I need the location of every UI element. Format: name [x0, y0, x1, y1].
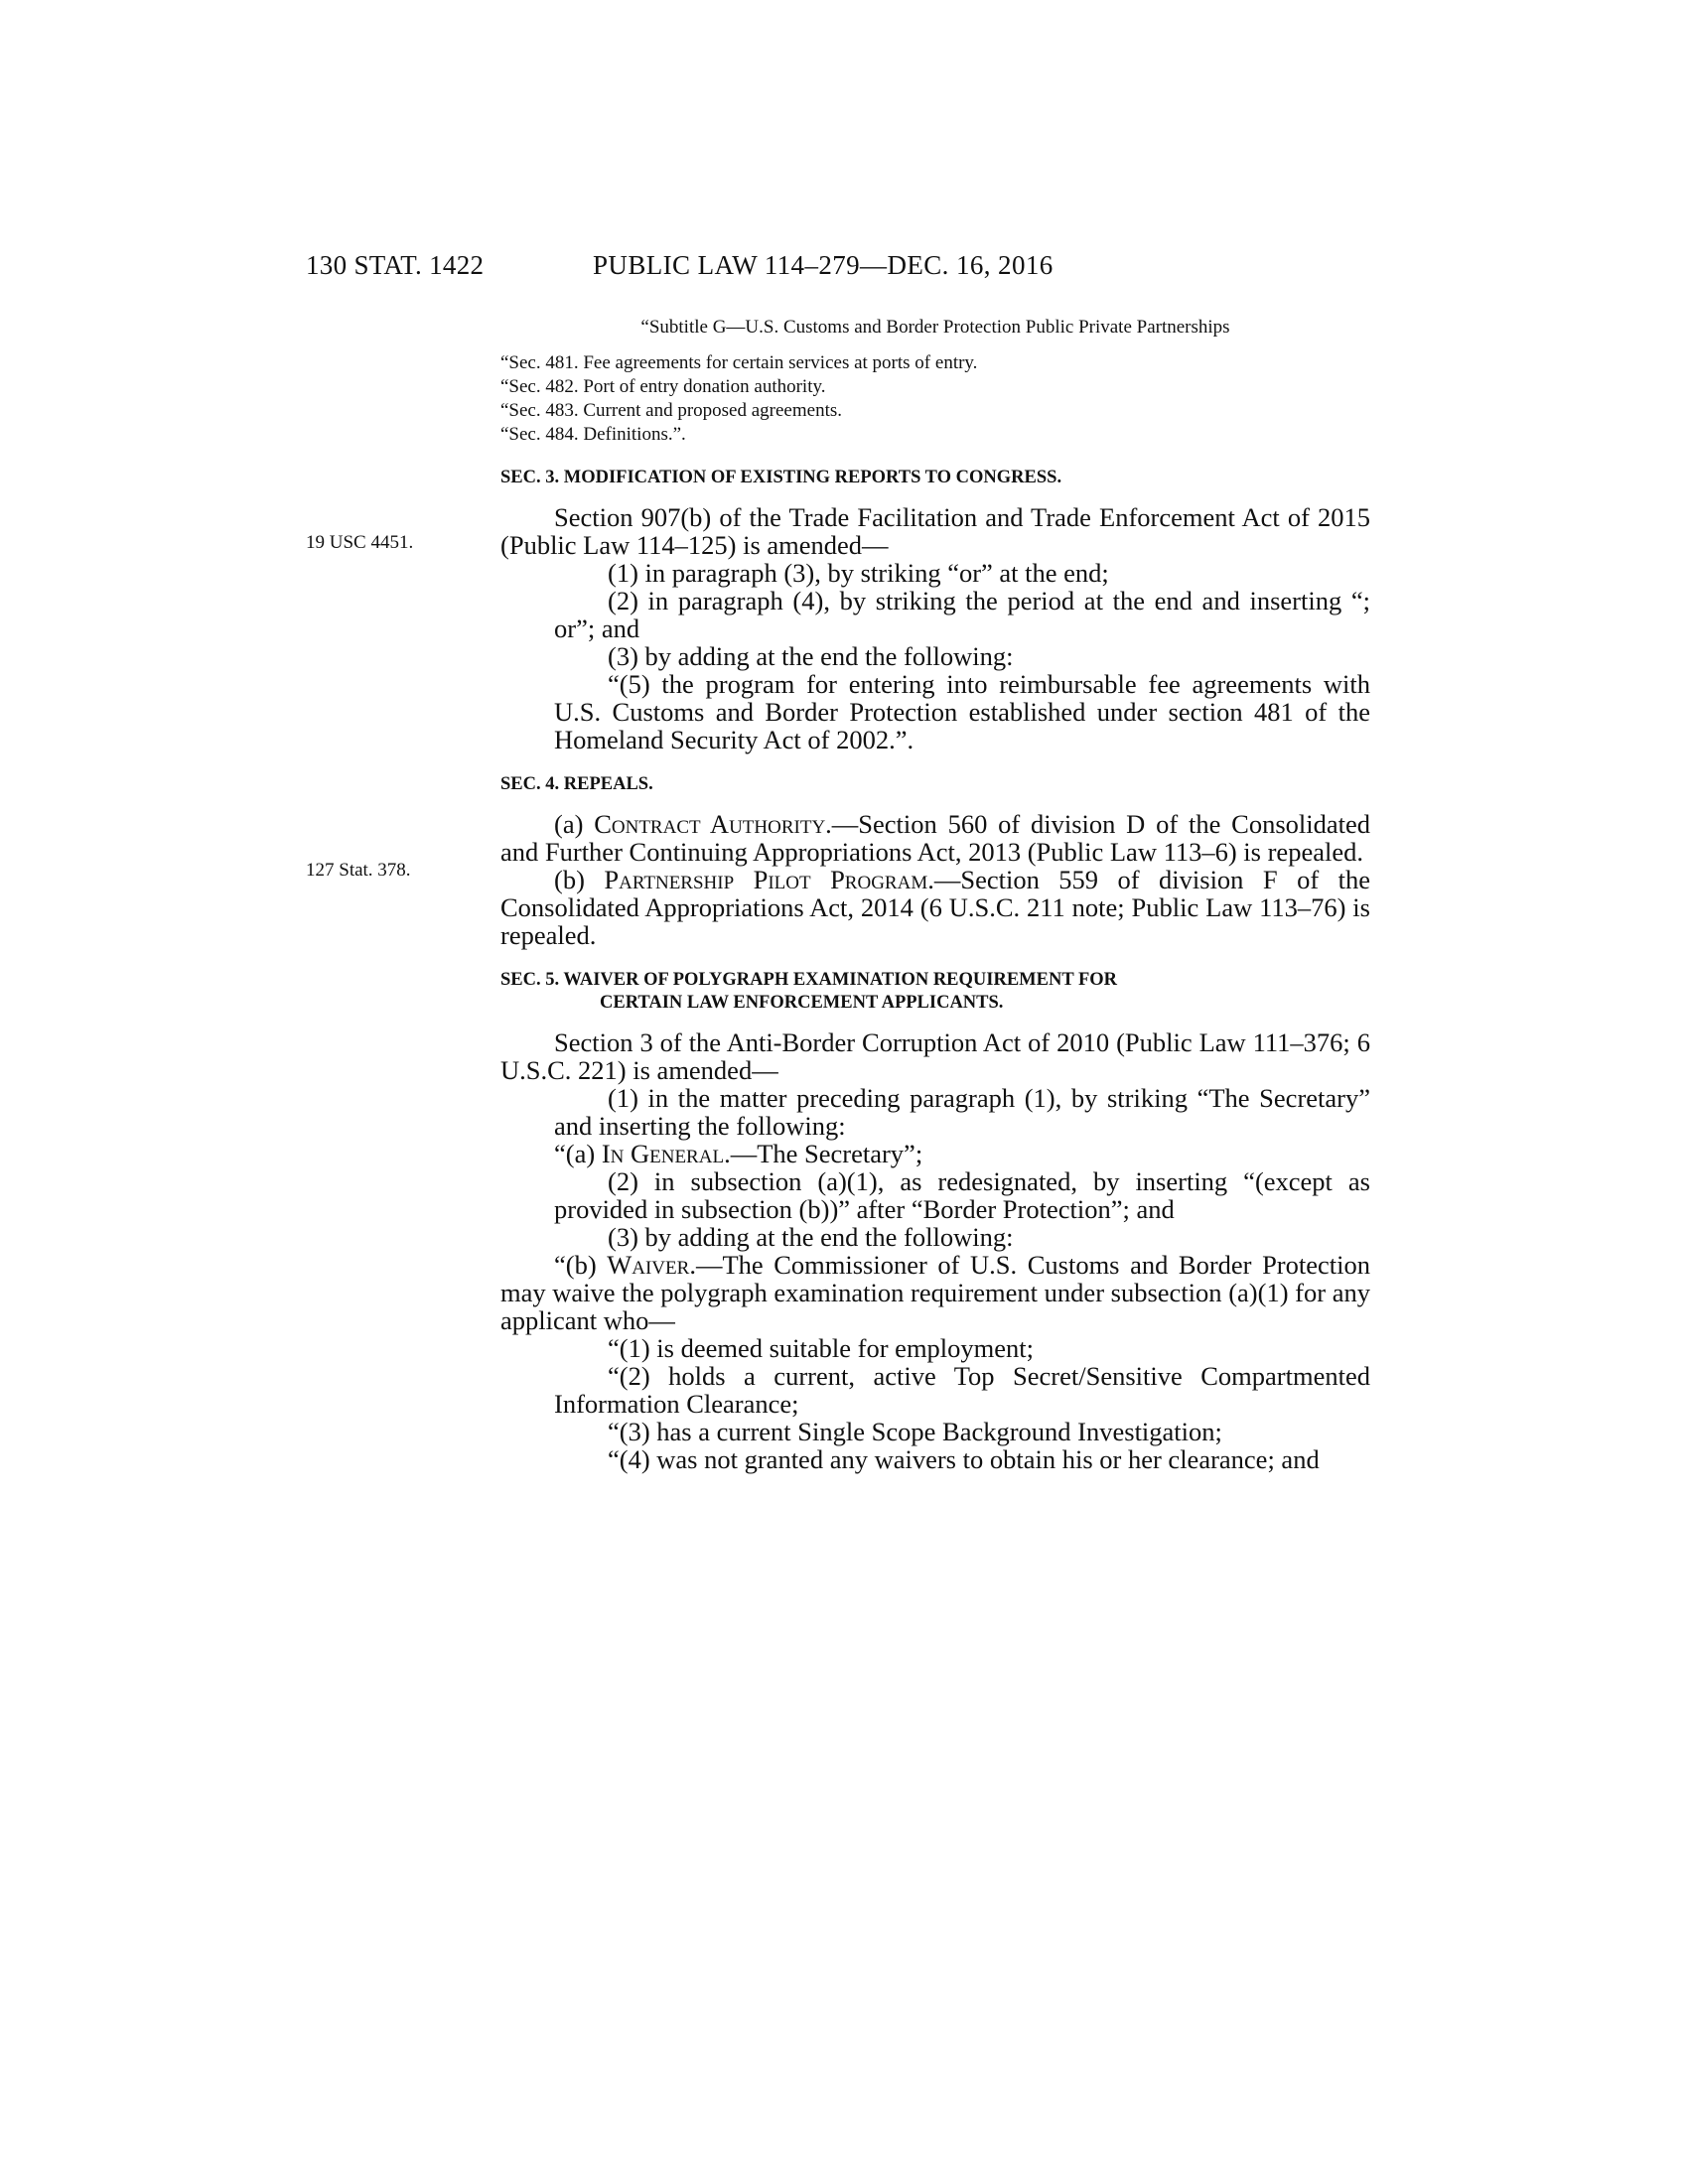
- section-paragraph: (b) Partnership Pilot Program.—Section 559 of division F of the Consolidated Appropriations Act, 2014 (6 U.S.C. 211 note; Public Law 113–76) is repealed.: [500, 865, 1371, 950]
- section-paragraph: (2) in paragraph (4), by striking the period at the end and inserting “; or”; and: [554, 586, 1370, 643]
- section-paragraph: (1) in the matter preceding paragraph (1), by striking “The Secretary” and inserting the following:: [554, 1083, 1370, 1141]
- section-paragraph: (3) by adding at the end the following:: [608, 1222, 1014, 1252]
- section-4: [500, 773, 1370, 949]
- table-of-contents: [500, 316, 1370, 447]
- section-paragraph: (a) Contract Authority.—Section 560 of division D of the Consolidated and Further Continuing Appropriations Act, 2013 (Public Law 113–6) is repealed.: [500, 809, 1370, 867]
- toc-subtitle: “Subtitle G—U.S. Customs and Border Protection Public Private Partnerships: [640, 317, 1230, 338]
- section-paragraph: “(3) has a current Single Scope Background Investigation;: [608, 1417, 1222, 1446]
- section-paragraph: “(1) is deemed suitable for employment;: [608, 1333, 1035, 1363]
- section-paragraph: Section 907(b) of the Trade Facilitation and Trade Enforcement Act of 2015 (Public Law 114–125) is amended—: [500, 502, 1370, 560]
- section-3: [500, 467, 1370, 753]
- section-paragraph: (1) in paragraph (3), by striking “or” at the end;: [608, 558, 1109, 588]
- toc-item: “Sec. 483. Current and proposed agreements.: [500, 400, 843, 421]
- section-5: [500, 969, 1370, 1473]
- toc-item: “Sec. 484. Definitions.”.: [500, 424, 686, 445]
- section-paragraph: “(b) Waiver.—The Commissioner of U.S. Customs and Border Protection may waive the polygraph examination requirement under subsection (a)(1) for any applicant who—: [500, 1250, 1370, 1335]
- toc-item: “Sec. 481. Fee agreements for certain services at ports of entry.: [500, 352, 978, 373]
- section-paragraph: “(5) the program for entering into reimbursable fee agreements with U.S. Customs and Border Protection established under section 481 of the Homeland Security Act of 2002.”.: [554, 669, 1370, 754]
- public-law-title: PUBLIC LAW 114–279—DEC. 16, 2016: [593, 250, 1054, 280]
- margin-note-stat: 127 Stat. 378.: [306, 860, 411, 881]
- section-paragraph: (3) by adding at the end the following:: [608, 641, 1014, 671]
- page-header: [306, 250, 1370, 290]
- margin-note-usc: 19 USC 4451.: [306, 532, 414, 553]
- main-column: [500, 316, 1370, 1473]
- section-heading: SEC. 3. MODIFICATION OF EXISTING REPORTS TO CONGRESS.: [500, 468, 1062, 487]
- toc-item: “Sec. 482. Port of entry donation authority.: [500, 376, 826, 397]
- section-heading: SEC. 4. REPEALS.: [500, 774, 653, 794]
- stat-page-number: 130 STAT. 1422: [306, 250, 485, 280]
- section-heading: SEC. 5. WAIVER OF POLYGRAPH EXAMINATION REQUIREMENT FOR CERTAIN LAW ENFORCEMENT APPLICANTS.: [500, 970, 1118, 1013]
- section-paragraph: Section 3 of the Anti-Border Corruption Act of 2010 (Public Law 111–376; 6 U.S.C. 221) is amended—: [500, 1027, 1370, 1085]
- section-paragraph: “(a) In General.—The Secretary”;: [554, 1139, 923, 1168]
- section-paragraph: (2) in subsection (a)(1), as redesignated, by inserting “(except as provided in subsection (b))” after “Border Protection”; and: [554, 1166, 1370, 1224]
- section-paragraph: “(2) holds a current, active Top Secret/Sensitive Compartmented Information Clearance;: [554, 1361, 1370, 1419]
- section-paragraph: “(4) was not granted any waivers to obtain his or her clearance; and: [608, 1444, 1320, 1474]
